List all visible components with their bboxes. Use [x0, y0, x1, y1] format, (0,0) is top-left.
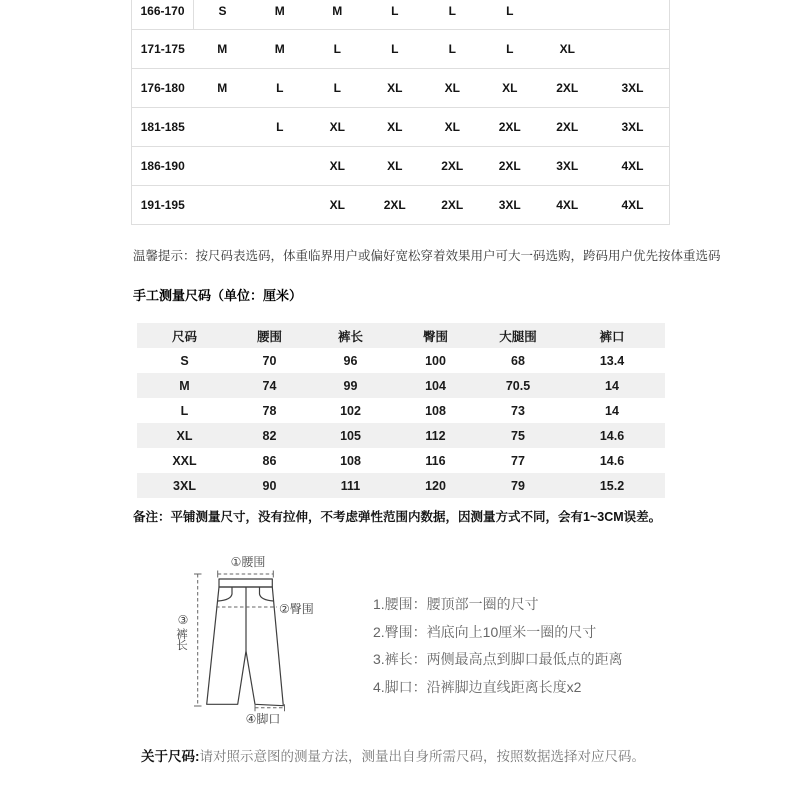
instruction-length: 3.裤长：两侧最高点到脚口最低点的距离 — [373, 651, 623, 667]
about-size-text — [141, 743, 669, 770]
measurement-cell: 77 — [511, 453, 525, 468]
measurement-cell: 73 — [511, 403, 525, 418]
measurement-header-cell: 裤口 — [599, 329, 625, 344]
measurement-cell: 108 — [340, 453, 361, 468]
measurement-cell: 74 — [262, 378, 277, 393]
measurement-header-cell: 腰围 — [256, 329, 282, 344]
size-cell — [194, 108, 252, 147]
measurement-cell: 78 — [262, 403, 277, 418]
length-label-bottom: 长 — [176, 640, 188, 652]
size-cell — [539, 0, 597, 30]
measurement-cell: 108 — [425, 403, 446, 418]
measurement-cell: XXL — [172, 453, 197, 468]
size-cell — [596, 30, 670, 69]
measurement-cell: 90 — [262, 478, 277, 493]
measurement-cell: 70 — [262, 353, 277, 368]
measurement-cell: 14.6 — [599, 453, 625, 468]
measurement-section-title: 手工测量尺码（单位：厘米） — [133, 288, 303, 303]
measurement-cell: 120 — [425, 478, 446, 493]
measurement-cell: 68 — [511, 353, 525, 368]
size-cell: M — [332, 4, 343, 18]
measurement-row — [137, 398, 665, 423]
size-cell: S — [218, 4, 227, 18]
size-cell: 3XL — [621, 120, 644, 134]
measurement-table-head — [137, 323, 665, 348]
size-cell: 2XL — [441, 159, 464, 173]
measurement-cell: 100 — [425, 353, 446, 368]
measurement-cell: 13.4 — [599, 353, 625, 368]
height-range-cell: 166-170 — [132, 0, 194, 30]
measurement-row — [137, 473, 665, 498]
size-cell: XL — [444, 81, 460, 95]
size-cell: L — [506, 4, 514, 18]
hem-label: ④脚口 — [245, 712, 281, 726]
measurement-cell: 14 — [605, 403, 619, 418]
measurement-cell: 112 — [425, 428, 446, 443]
size-cell: 2XL — [441, 198, 464, 212]
size-cell: XL — [444, 120, 460, 134]
size-cell: 3XL — [498, 198, 521, 212]
size-cell: 4XL — [621, 198, 644, 212]
size-cell: L — [391, 42, 399, 56]
measurement-row — [137, 423, 665, 448]
size-cell: L — [333, 81, 341, 95]
height-weight-table — [131, 0, 670, 225]
instruction-hip: 2.臀围：裆底向上10厘米一圈的尺寸 — [373, 623, 597, 640]
size-cell — [194, 186, 252, 225]
right-pocket — [260, 587, 274, 601]
measurement-table-body — [137, 348, 665, 498]
size-cell: 4XL — [556, 198, 579, 212]
size-cell: L — [391, 4, 399, 18]
size-cell: 4XL — [621, 159, 644, 173]
length-label-top: 裤 — [176, 629, 188, 641]
measurement-table — [137, 323, 665, 498]
measurement-cell: 116 — [425, 453, 446, 468]
height-weight-row — [132, 0, 670, 30]
measurement-cell: 79 — [511, 478, 525, 493]
instruction-hem: 4.脚口：沿裤脚边直线距离长度x2 — [373, 678, 582, 695]
height-weight-row — [132, 147, 670, 186]
height-weight-row — [132, 108, 670, 147]
length-number: ③ — [177, 613, 189, 627]
size-cell: L — [276, 120, 284, 134]
measurement-cell: 102 — [340, 403, 361, 418]
measurement-cell: 104 — [425, 378, 446, 393]
measurement-note: 备注：平铺测量尺寸，没有拉伸，不考虑弹性范围内数据，因测量方式不同，会有1~3CM误差。 — [133, 510, 662, 524]
measurement-cell: XL — [176, 428, 193, 443]
size-cell: L — [333, 42, 341, 56]
measurement-cell: M — [179, 378, 190, 393]
measurement-header-cell: 尺码 — [171, 329, 197, 344]
measurement-row — [137, 373, 665, 398]
waist-measure-line — [218, 571, 274, 578]
about-size-body: 请对照示意图的测量方法，测量出自身所需尺码，按照数据选择对应尺码。 — [199, 749, 645, 764]
measurement-header-cell: 大腿围 — [499, 329, 537, 344]
instruction-waist: 1.腰围：腰顶部一圈的尺寸 — [373, 596, 539, 612]
measurement-cell: 70.5 — [505, 378, 531, 393]
size-cell: XL — [387, 120, 403, 134]
about-size-label: 关于尺码: — [141, 749, 200, 764]
size-cell: 3XL — [556, 159, 579, 173]
measurement-header-cell: 臀围 — [422, 329, 448, 344]
size-cell: M — [274, 4, 285, 18]
measure-diagram-section — [131, 541, 800, 741]
size-cell: M — [274, 42, 285, 56]
measurement-cell: L — [180, 403, 189, 418]
pants-measure-diagram — [145, 541, 385, 741]
height-weight-table-body — [132, 0, 670, 225]
size-cell — [596, 0, 670, 30]
measurement-cell: 111 — [340, 478, 361, 493]
size-cell: 2XL — [556, 81, 579, 95]
size-cell: M — [217, 42, 228, 56]
height-range-cell: 186-190 — [140, 159, 185, 173]
size-cell: M — [217, 81, 228, 95]
size-cell: XL — [387, 159, 403, 173]
size-cell: XL — [387, 81, 403, 95]
size-cell: L — [276, 81, 284, 95]
height-range-cell: 191-195 — [140, 198, 185, 212]
measure-instructions — [373, 541, 623, 741]
measurement-cell: 82 — [262, 428, 277, 443]
size-cell — [251, 186, 309, 225]
size-cell: 2XL — [383, 198, 406, 212]
measurement-cell: 15.2 — [599, 478, 625, 493]
measurement-cell: S — [180, 353, 189, 368]
size-cell: L — [506, 42, 514, 56]
size-cell: L — [448, 42, 456, 56]
height-range-cell: 176-180 — [140, 81, 185, 95]
height-weight-row — [132, 30, 670, 69]
measurement-row — [137, 348, 665, 373]
size-cell: 3XL — [621, 81, 644, 95]
size-cell: XL — [502, 81, 518, 95]
size-cell: XL — [329, 120, 345, 134]
length-measure-line — [194, 574, 202, 706]
height-weight-row — [132, 69, 670, 108]
measurement-header-row — [137, 323, 665, 348]
measurement-cell: 105 — [340, 428, 361, 443]
size-cell: 2XL — [498, 120, 521, 134]
measurement-cell: 3XL — [173, 478, 196, 493]
hip-label: ②臀围 — [279, 602, 314, 616]
size-cell: L — [448, 4, 456, 18]
measurement-header-cell: 裤长 — [337, 329, 363, 344]
pants-outline — [207, 579, 284, 706]
measurement-cell: 99 — [343, 378, 358, 393]
size-cell: 2XL — [498, 159, 521, 173]
size-cell — [251, 147, 309, 186]
size-cell: XL — [329, 198, 345, 212]
waist-label: ①腰围 — [230, 555, 266, 569]
measurement-cell: 75 — [511, 428, 525, 443]
measurement-cell: 96 — [343, 353, 358, 368]
measurement-cell: 14.6 — [599, 428, 625, 443]
size-cell: XL — [559, 42, 575, 56]
size-cell — [194, 147, 252, 186]
size-tip-text: 温馨提示：按尺码表选码，体重临界用户或偏好宽松穿着效果用户可大一码选购，跨码用户优先按体重选码 — [133, 249, 721, 263]
left-pocket — [218, 587, 232, 601]
measurement-row — [137, 448, 665, 473]
size-cell: 2XL — [556, 120, 579, 134]
size-cell: XL — [329, 159, 345, 173]
height-range-cell: 181-185 — [140, 120, 185, 134]
height-weight-row — [132, 186, 670, 225]
height-range-cell: 171-175 — [140, 42, 185, 56]
measurement-cell: 14 — [605, 378, 619, 393]
measurement-cell: 86 — [262, 453, 277, 468]
